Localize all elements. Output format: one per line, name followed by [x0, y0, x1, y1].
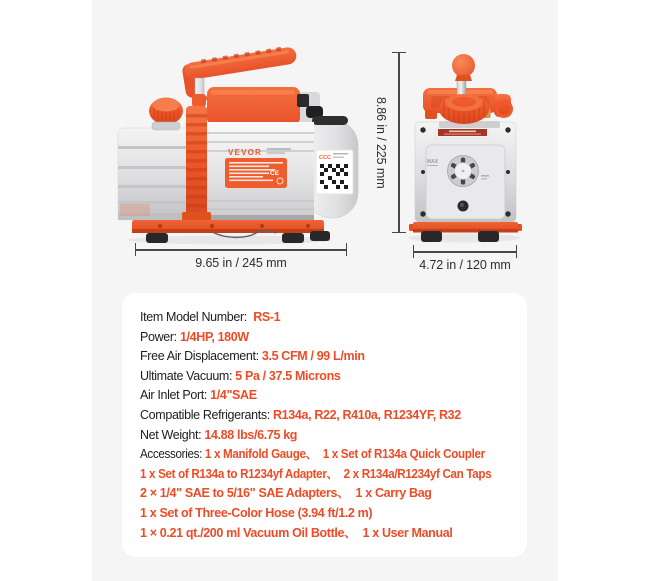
spec-label: Power: [140, 329, 180, 344]
spec-value: 1/4HP, 180W [179, 329, 249, 344]
oil-cap [149, 98, 183, 131]
spec-row-vacuum [140, 367, 509, 387]
brand-logo: VEVOR [228, 148, 263, 157]
spec-row-weight [140, 426, 509, 446]
dimension-line-side-width [135, 249, 347, 251]
spec-value: 1 x Set of Three-Color Hose (3.94 ft/1.2 m) [140, 505, 373, 520]
spec-value: 14.88 lbs/6.75 kg [204, 427, 298, 442]
spec-label: Free Air Displacement: [140, 349, 262, 364]
side-width-label: 9.65 in / 245 mm [195, 256, 287, 270]
ccc-mark: CCC [319, 155, 331, 161]
certification-label [316, 150, 353, 194]
max-oil-marking: MAX [427, 159, 439, 165]
ce-mark: CE [270, 170, 280, 177]
spec-value: 1 x Manifold Gauge、 1 x Set of R134a Quick Coupler [204, 447, 485, 462]
rubber-foot [421, 231, 442, 242]
dimension-tick [392, 52, 406, 54]
dimension-tick [392, 232, 406, 234]
spec-label: Accessories: [140, 447, 205, 462]
front-height-label: 8.86 in / 225 mm [374, 96, 388, 189]
dimension-tick [135, 243, 137, 256]
specifications-card [122, 293, 527, 557]
spec-row-inlet [140, 386, 509, 406]
rubber-strap [312, 116, 348, 125]
dimension-tick [413, 245, 415, 258]
spec-row-accessories-3 [140, 484, 509, 504]
spec-value: 2 × 1/4" SAE to 5/16" SAE Adapters、 1 x Carry Bag [140, 486, 432, 501]
spec-value: R134a, R22, R410a, R1234YF, R32 [272, 407, 461, 422]
spec-value: 1/4"SAE [210, 388, 257, 403]
spec-row-refrigerants [140, 406, 509, 426]
spec-value: 1 x Set of R134a to R1234yf Adapter、 2 x R134a/R1234yf Can Taps [140, 466, 492, 481]
spec-label: Net Weight: [140, 427, 205, 442]
spec-row-accessories-5 [140, 524, 509, 544]
spec-row-power [140, 328, 509, 348]
dimension-tick [516, 245, 518, 258]
spec-value: 3.5 CFM / 99 L/min [261, 349, 365, 364]
rubber-foot [146, 233, 168, 243]
spec-value: 5 Pa / 37.5 Microns [235, 368, 341, 383]
spec-sticker [225, 158, 287, 188]
spec-row-accessories-2 [140, 465, 492, 485]
spec-label: Compatible Refrigerants: [140, 407, 273, 422]
rubber-foot [478, 231, 499, 242]
spec-value: 1 × 0.21 qt./200 ml Vacuum Oil Bottle、 1 x User Manual [140, 525, 453, 540]
vacuum-pump-side-view-photo [110, 34, 366, 248]
spec-row-accessories-4 [140, 504, 509, 524]
vacuum-pump-front-view-photo [394, 45, 530, 245]
dimension-line-front-height [398, 52, 400, 233]
spec-label: Ultimate Vacuum: [140, 368, 236, 383]
switch [297, 94, 309, 107]
handle-column [182, 106, 211, 222]
exhaust-cap-with-ring [494, 94, 512, 117]
warning-label [436, 127, 489, 138]
spec-row-model [140, 308, 509, 328]
intake-block [118, 128, 192, 220]
oil-fill-cap [439, 94, 489, 124]
spec-value: RS-1 [253, 310, 281, 324]
dimension-tick [346, 243, 348, 256]
spec-row-accessories [140, 445, 483, 465]
front-width-label: 4.72 in / 120 mm [419, 258, 511, 272]
oil-sight-glass [448, 156, 479, 187]
base-plate [132, 220, 324, 233]
handle-knob [452, 54, 475, 81]
spec-label: Item Model Number: [140, 310, 254, 324]
dimension-line-front-width [413, 251, 516, 253]
spec-row-displacement [140, 347, 509, 367]
rubber-foot [282, 233, 304, 243]
base-plate [409, 222, 522, 233]
rubber-foot [310, 231, 330, 241]
spec-label: Air Inlet Port: [140, 388, 211, 403]
